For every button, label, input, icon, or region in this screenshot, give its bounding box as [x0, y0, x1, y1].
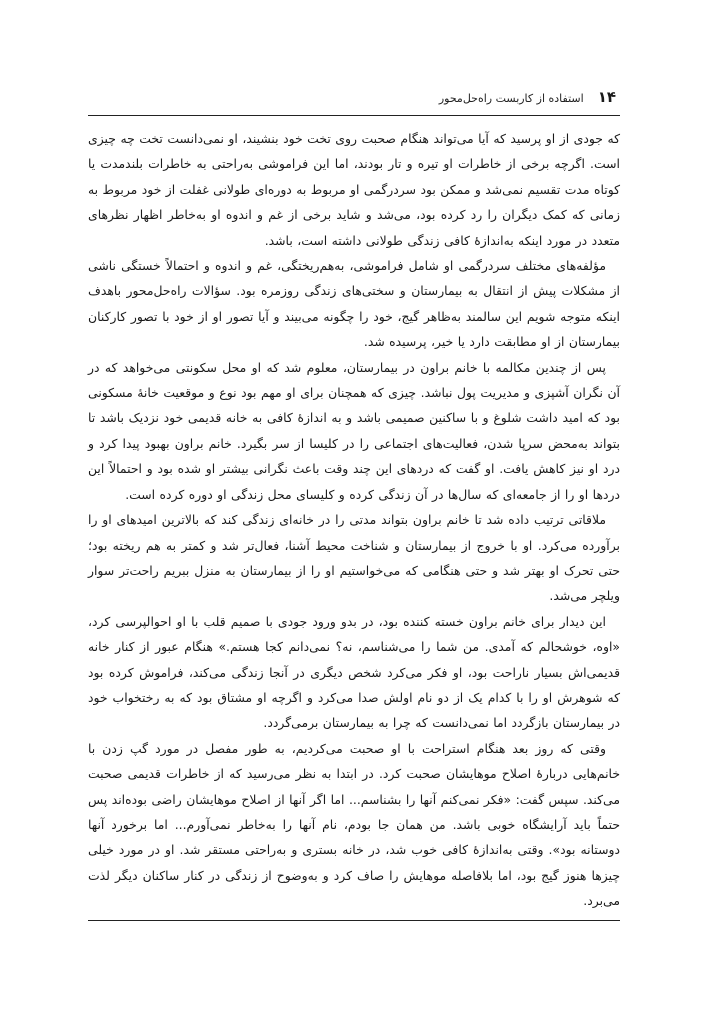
- bottom-rule: [88, 920, 620, 921]
- paragraph: این دیدار برای خانم براون خسته کننده بود، در بدو ورود جودی با صمیم قلب با او احوالپرسی کرد، «اوه، خوشحالم که آمدی. من شما را می‌شناسم، نه؟ نمی‌دانم کجا هستم.» هنگام عبور از کنار خانه قدیمی‌اش بسیار ناراحت بود، او فکر می‌کرد شخص دیگری در آنجا زندگی می‌کند، فراموش کرده بود که شوهرش او را با کدام یک از دو نام اولش صدا می‌کرد و اگرچه او مشتاق بود که به رختخواب خود در بیمارستان بازگردد اما نمی‌دانست که چرا به بیمارستان برمی‌گردد.: [88, 613, 620, 731]
- paragraph: ملاقاتی ترتیب داده شد تا خانم براون بتواند مدتی را در خانه‌ای زندگی کند که بالاترین امیدهای او را برآورده می‌کرد. او با خروج از بیمارستان و شناخت محیط آشنا، فعال‌تر شد و کمتر به هم ریخته بود؛ حتی تحرک او بهتر شد و حتی هنگامی که می‌خواستیم او را از بیمارستان به منزل ببریم راحت‌تر سوار ویلچر می‌شد.: [88, 512, 620, 604]
- page-number: ۱۴: [597, 88, 616, 106]
- book-page: [88, 86, 620, 921]
- running-header: [88, 86, 620, 116]
- paragraph: وقتی که روز بعد هنگام استراحت با او صحبت می‌کردیم، به طور مفصل در مورد گپ زدن با خانم‌هایی دربارهٔ اصلاح موهایشان صحبت کرد. در ابتدا به نظر می‌رسید که از خاطرات قدیمی صحبت می‌کند. سپس گفت: «فکر نمی‌کنم آنها را بشناسم... اما اگر آنها از اصلاح موهایشان راضی بوده‌اند پس حتماً باید آرایشگاه خوبی باشد. من همان جا بودم، نام آنها را به‌خاطر نمی‌آورم... اما برخورد آنها دوستانه بود». وقتی به‌اندازهٔ کافی خوب شد، در خانه بستری و به‌راحتی مستقر شد. او در مورد خیلی چیزها هنوز گیج بود، اما بلافاصله موهایش را صاف کرد و به‌وضوح از زندگی در کنار ساکنان دیگر لذت می‌برد.: [88, 740, 620, 909]
- body-text: [88, 126, 620, 914]
- running-title: استفاده از کاربست راه‌حل‌محور: [438, 92, 584, 105]
- paragraph: که جودی از او پرسید که آیا می‌تواند هنگام صحبت روی تخت خود بنشیند، او نمی‌دانست تخت چه چیزی است. اگرچه برخی از خاطرات او تیره و تار بودند، اما این فراموشی به‌راحتی به خاطرات بلندمدت یا کوتاه مدت تقسیم نمی‌شد و ممکن بود سردرگمی او مربوط به دوره‌ای طولانی غفلت از خود مربوط به زمانی که کمک دیگران را رد کرده بود، می‌شد و شاید برخی از غم و اندوه او به‌خاطر اظهار نظرهای متعدد در مورد اینکه به‌اندازهٔ کافی زندگی طولانی داشته است، باشد.: [88, 131, 620, 248]
- paragraph: مؤلفه‌های مختلف سردرگمی او شامل فراموشی، به‌هم‌ریختگی، غم و اندوه و احتمالاً خستگی ناشی از مشکلات پیش از انتقال به بیمارستان و سختی‌های زندگی روزمره بود. سؤالات راه‌حل‌محور باهدف اینکه متوجه شویم این سالمند به‌ظاهر گیج، خود را چگونه می‌بیند و آیا تصور او از خود با تصور کارکنان بیمارستان از او مطابقت دارد یا خیر، پرسیده شد.: [88, 258, 620, 350]
- paragraph: پس از چندین مکالمه با خانم براون در بیمارستان، معلوم شد که او محل سکونتی می‌خواهد که در آن نگران آشپزی و مدیریت پول نباشد. چیزی که همچنان برای او مهم بود نوع و موقعیت خانهٔ مسکونی بود که امید داشت شلوغ و با ساکنین صمیمی باشد و به اندازهٔ کافی به خانه قدیمی خود نزدیک باشد تا بتواند به‌محض سرپا شدن، فعالیت‌های اجتماعی را در کلیسا از سر بگیرد. خانم براون بهبود پیدا کرد و درد او نیز کاهش یافت. او گفت که دردهای این چند وقت باعث نگرانی بیشتر او شده بود و احتمالاً این دردها او را از جامعه‌ای که سال‌ها در آن زندگی کرده و کلیسای محل زندگی او دوره کرده است.: [88, 359, 620, 502]
